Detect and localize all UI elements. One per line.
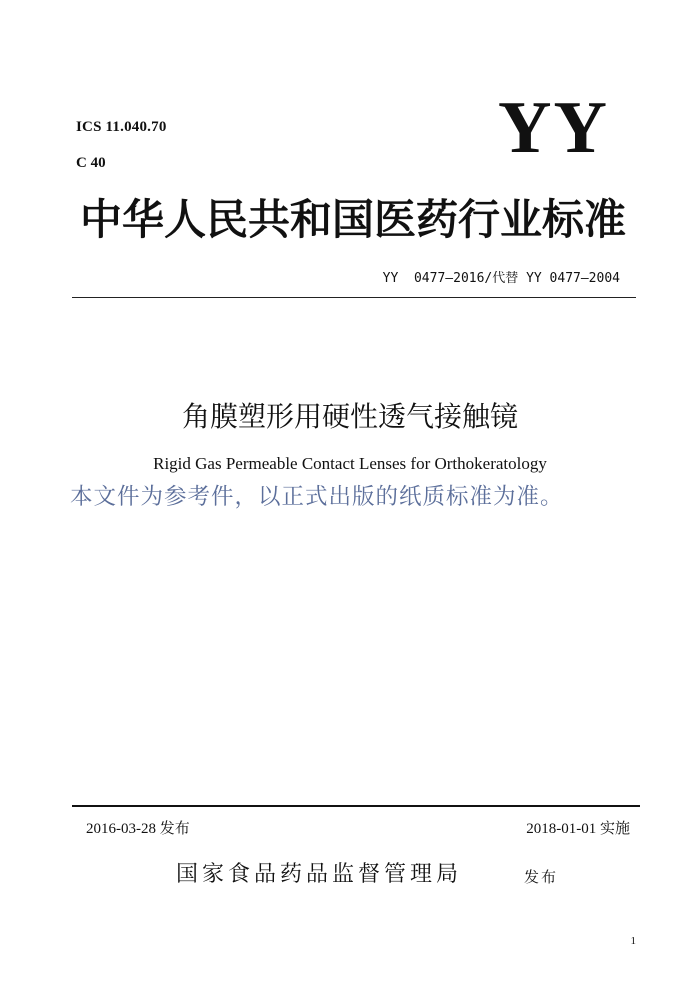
document-title-english: Rigid Gas Permeable Contact Lenses for Orthokeratology	[153, 454, 547, 473]
page-number: 1	[630, 935, 636, 947]
standard-category-title: 中华人民共和国医药行业标准	[80, 195, 627, 244]
issuing-authority-suffix: 发布	[524, 868, 559, 886]
yy-standard-logo: YY	[498, 87, 609, 169]
ccs-code: C 40	[76, 155, 106, 171]
standard-number: YY 0477—2016/代替 YY 0477—2004	[382, 271, 620, 286]
footer-divider	[72, 805, 640, 807]
issuing-authority: 国家食品药品监督管理局	[176, 862, 463, 887]
reference-notice-watermark: 本文件为参考件，以正式出版的纸质标准为准。	[70, 484, 564, 510]
ics-code: ICS 11.040.70	[76, 119, 167, 135]
issue-date: 2016-03-28 发布	[86, 821, 190, 837]
implementation-date: 2018-01-01 实施	[526, 821, 630, 837]
header-divider	[72, 297, 636, 298]
document-title-chinese: 角膜塑形用硬性透气接触镜	[181, 400, 518, 433]
